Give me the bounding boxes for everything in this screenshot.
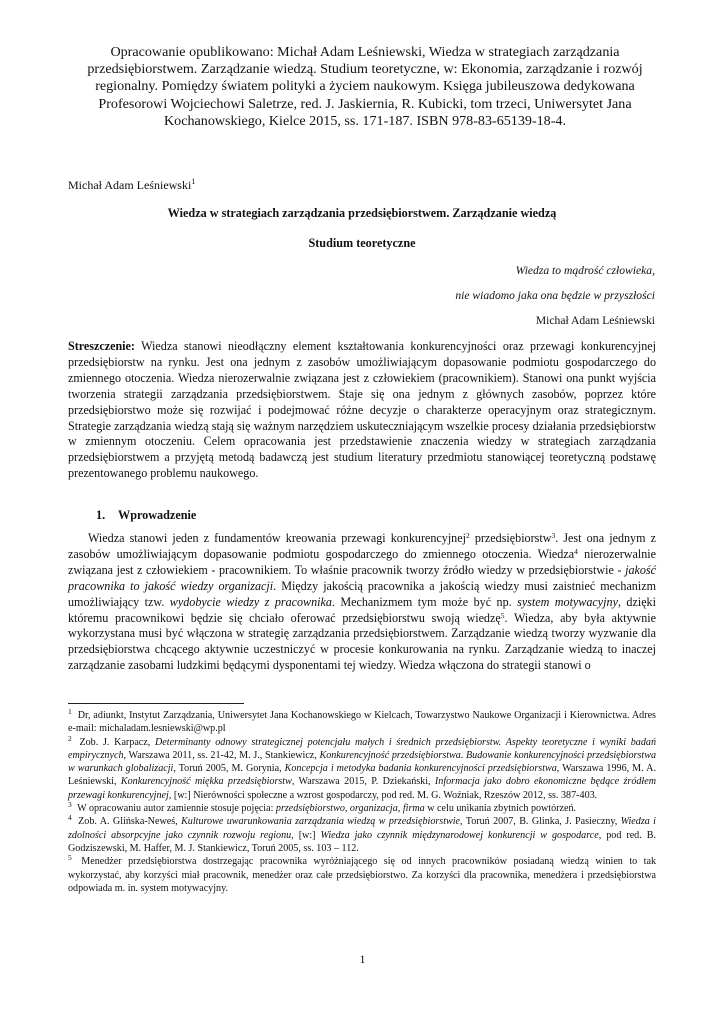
footnote-italic: Determinanty odnowy strategicznej potencjału małych i średnich przedsiębiorstw. Aspekty teoretyczne i wyniki badań empirycznych: [68, 736, 656, 761]
footnote-4: [68, 815, 656, 855]
footnote-number: 4: [68, 813, 72, 823]
footnote-text: , [w:] Nierówności społeczne a wzrost gospodarczy, pod red. M. G. Woźniak, Rzeszów 2012, ss. 387-403.: [168, 789, 598, 801]
footnote-italic: Konkurencyjność przedsiębiorstwa. Budowanie konkurencyjności przedsiębiorstwa w warunkach globalizacji: [68, 749, 656, 775]
section-title: Wprowadzenie: [118, 508, 197, 522]
footnote-text: w celu unikania zbytnich powtórzeń.: [424, 803, 577, 815]
body-text-span: . Wiedza, aby była aktywnie wykorzystana musi być włączona w strategię zarządzania przedsiębiorstwem. Zarządzanie wiedzą tworzy wyzwanie dla przedsiębiorstwa chcącego aktywnie uczestniczyć w procesie konkurowania na rynku. Zarządzanie wiedzą to inaczej zarządzanie zasobami ludzkimi będącymi dysponentami tej wiedzy. Wiedza włączona do strategii stanowi o: [68, 610, 656, 673]
body-text-span: . Jest ona jednym z zasobów umożliwiającym dopasowanie podmiotu gospodarczego do zmiennego otoczenia. Wiedza: [68, 531, 656, 561]
motto-line-2: nie wiadomo jaka ona będzie w przyszłości: [455, 289, 655, 302]
body-paragraph: [68, 531, 656, 674]
motto-line-1: Wiedza to mądrość człowieka,: [515, 264, 655, 277]
footnote-italic: Koncepcja i metodyka badania konkurencyjności przedsiębiorstwa: [284, 763, 557, 775]
footnote-number: 1: [68, 707, 72, 716]
body-text-span: Wiedza stanowi jeden z fundamentów kreowania przewagi konkurencyjnej: [88, 531, 466, 545]
paper-title: Wiedza w strategiach zarządzania przedsiębiorstwem. Zarządzanie wiedzą: [167, 206, 557, 220]
footnote-text: , Warszawa 2011, ss. 21-42, M. J., Stankiewicz,: [123, 749, 320, 761]
page-number: 1: [359, 952, 366, 966]
footnote-text: Dr, adiunkt, Instytut Zarządzania, Uniwersytet Jana Kochanowskiego w Kielcach, Towarzystwo Naukowe Organizacji i Kierownictwa. Adres e-mail: michaladam.lesniewski@wp.pl: [68, 710, 656, 735]
footnote-1: [68, 709, 656, 736]
paper-subtitle: Studium teoretyczne: [308, 236, 416, 250]
emphasis-text: system motywacyjny: [517, 594, 618, 609]
emphasis-text: wydobycie wiedzy z pracownika: [169, 594, 332, 609]
author-line: [68, 178, 195, 193]
footnote-divider: [68, 703, 244, 704]
publication-header: Opracowanie opublikowano: Michał Adam Leśniewski, Wiedza w strategiach zarządzania przedsiębiorstwem. Zarządzanie wiedzą. Studium teoretyczne, w: Ekonomia, zarządzanie i rozwój regionalny. Pomiędzy światem polityki a życiem naukowym. Księga jubileuszowa dedykowana Profesorowi Wojciechowi Saletrze, red. J. Jaskiernia, R. Kubicki, tom trzeci, Uniwersytet Jana Kochanowskiego, Kielce 2015, ss. 171-187. ISBN 978-83-65139-18-4.: [87, 44, 643, 129]
motto-author: Michał Adam Leśniewski: [535, 314, 655, 327]
footnote-text: , [w:]: [291, 829, 321, 841]
body-text-span: . Mechanizmem tym może być np.: [331, 594, 518, 609]
footnote-italic: Konkurencyjność miękka przedsiębiorstw: [120, 776, 292, 788]
footnote-text: Zob. J. Karpacz,: [74, 736, 156, 748]
footnote-text: W opracowaniu autor zamiennie stosuje pojęcia:: [74, 803, 276, 815]
author-name: Michał Adam Leśniewski: [68, 178, 192, 192]
section-heading: [96, 508, 196, 523]
footnote-text: , Toruń 2007, B. Glinka, J. Pasieczny,: [460, 816, 621, 828]
section-number: 1.: [96, 508, 106, 522]
body-text-span: . Między jakością pracownika a jakością wiedzy musi zaistnieć mechanizm umożliwiający tzw.: [68, 578, 656, 609]
footnote-ref-1: 1: [191, 177, 196, 186]
footnote-number: 3: [68, 800, 72, 810]
footnote-ref-3: 3: [551, 531, 556, 540]
body-text-span: nierozerwalnie związana jest z człowiekiem - pracownikiem. To właśnie pracownik tworzy źródło wiedzy w przedsiębiorstwie -: [68, 546, 656, 577]
footnote-italic: przedsiębiorstwo, organizacja, firma: [275, 803, 425, 815]
footnote-text: Zob. A. Glińska-Neweś,: [74, 816, 182, 828]
footnote-text: , Toruń 2005, M. Gorynia,: [173, 763, 285, 775]
footnote-2: [68, 733, 656, 802]
footnotes: [68, 709, 656, 895]
body-text-span: przedsiębiorstw: [469, 531, 552, 545]
footnote-number: 5: [68, 853, 72, 863]
footnote-ref-4: 4: [574, 546, 578, 556]
footnote-italic: Kulturowe uwarunkowania zarządzania wiedzą w przedsiębiorstwie: [181, 816, 461, 828]
footnote-italic: Wiedza jako czynnik międzynarodowej konkurencji w gospodarce: [320, 829, 599, 841]
footnote-italic: Wiedza i zdolności absorpcyjne jako czynnik rozwoju regionu: [68, 816, 656, 841]
abstract-label: Streszczenie:: [68, 339, 135, 353]
footnote-text: , Warszawa 1996, M. A. Leśniewski,: [68, 763, 656, 788]
footnote-text: , Warszawa 2015, P. Dziekański,: [291, 776, 435, 788]
emphasis-text: jakość pracownika to jakość wiedzy organizacji: [68, 562, 656, 593]
footnote-5: [68, 855, 656, 895]
footnote-text: , pod red. B. Godziszewski, M. Haffer, M. J. Stankiewicz, Toruń 2005, ss. 103 – 112.: [68, 829, 656, 854]
body-text-span: , dzięki któremu pracownikowi będzie się chciało oferować przedsiębiorstwu swoją wiedzę: [68, 594, 656, 625]
footnote-number: 2: [68, 733, 72, 743]
footnote-ref-5: 5: [500, 610, 505, 620]
footnote-text: Menedżer przedsiębiorstwa dostrzegając pracownika wyróżniającego się od innych pracowników posiadaną wiedzą winien to tak wykorzystać, aby korzyści miał pracownik, menedżer oraz całe przedsiębiorstwo. Za korzyści dla pracownika, menedżera i przedsiębiorstwa odpowiada m. in. system motywacyjny.: [68, 856, 656, 894]
abstract-text: Wiedza stanowi nieodłączny element kształtowania konkurencyjności oraz przewagi konkurencyjnej przedsiębiorstw na rynku. Jest ona jednym z zasobów umożliwiającym dopasowanie podmiotu gospodarczego do zmiennego otoczenia. Wiedza nierozerwalnie związana jest z człowiekiem (pracownikiem). Stanowi ona punkt wyjścia tworzenia strategii zarządzania przedsiębiorstwem. Staje się ona jednym z głównych zasobów, poprzez które przedsiębiorstwo może się rozwijać i podejmować różne decyzje o charakterze operacyjnym oraz strategicznym. Strategie zarządzania wiedzą stają się ważnym narzędziem uskuteczniającym wszelkie procesy działania przedsiębiorstw w zmiennym otoczeniu. Celem opracowania jest przedstawienie znaczenia wiedzy w strategiach zarządzania przedsiębiorstwem a przyjętą metodą badawczą jest studium literatury przedmiotu stanowiącej teoretyczną podstawę prezentowanego problemu naukowego.: [68, 339, 656, 481]
abstract: [68, 339, 656, 482]
footnote-italic: Informacja jako dobro ekonomiczne będące źródłem przewagi konkurencyjnej: [68, 776, 656, 801]
footnote-3: [68, 802, 656, 815]
footnote-ref-2: 2: [465, 531, 470, 540]
